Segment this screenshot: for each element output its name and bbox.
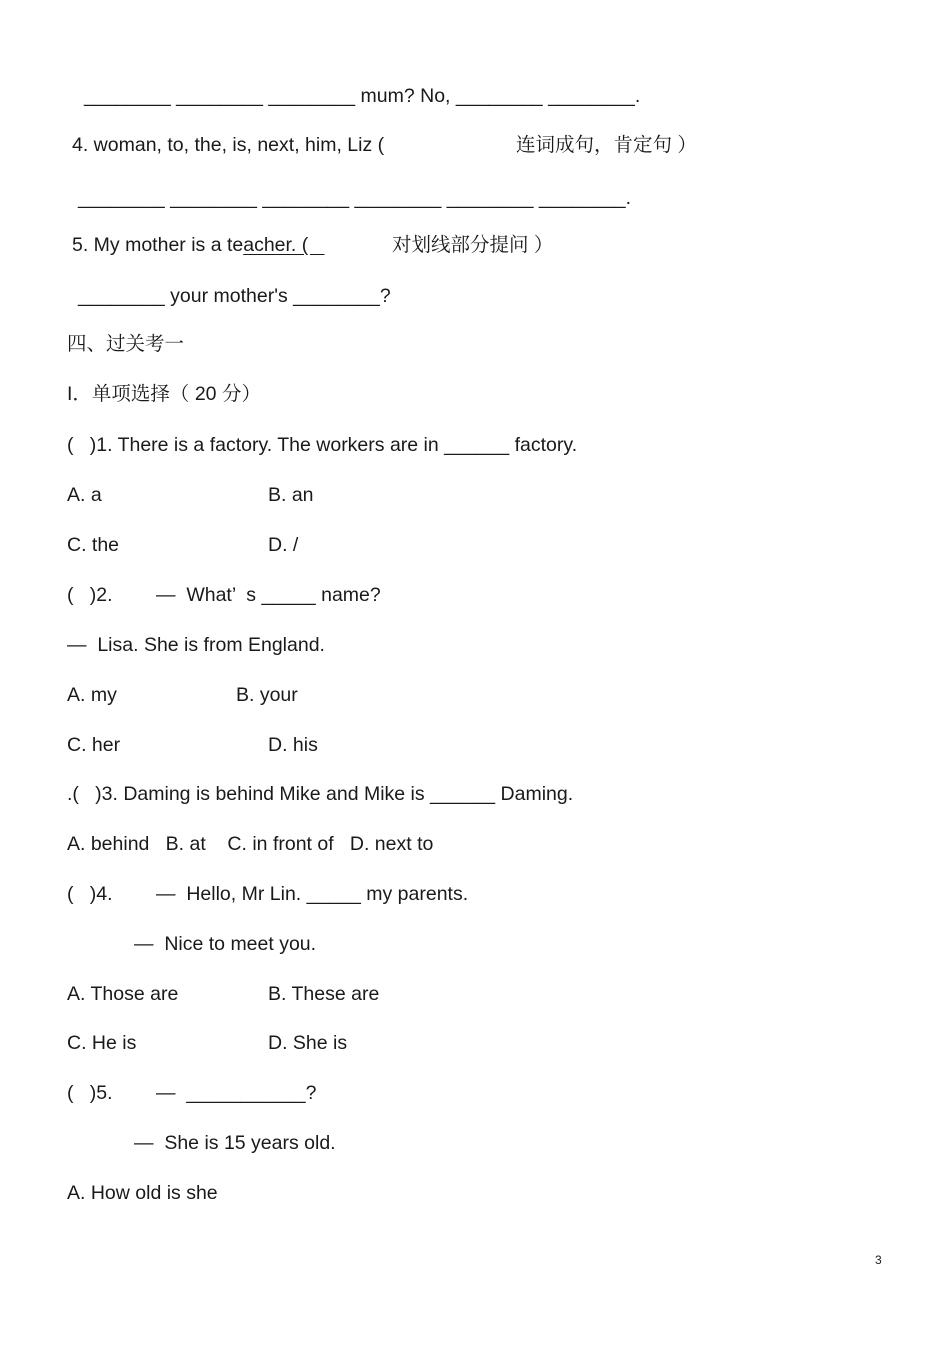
- q2-option-a: A. my: [67, 684, 117, 706]
- q5-answer-blanks: ________ your mother's ________?: [78, 285, 391, 307]
- q3-answer-blanks: ________ ________ ________ mum? No, ________ ________.: [84, 85, 641, 107]
- q4-option-a: A. Those are: [67, 983, 179, 1005]
- q4-option-d: D. She is: [268, 1032, 348, 1054]
- q2-response: — Lisa. She is from England.: [67, 634, 325, 656]
- question-5: — ___________?: [156, 1082, 317, 1104]
- question-2: — What’ s _____ name?: [156, 584, 381, 606]
- q2-option-d: D. his: [268, 734, 318, 756]
- question-1: ( )1. There is a factory. The workers are in ______ factory.: [67, 434, 578, 456]
- q2-option-c: C. her: [67, 734, 121, 756]
- q1-option-d: D. /: [268, 534, 299, 556]
- q4-instruction: 连词成句，肯定句 ）: [516, 134, 697, 156]
- question-5-number: ( )5.: [67, 1082, 113, 1104]
- question-4: — Hello, Mr Lin. _____ my parents.: [156, 883, 469, 905]
- q5-underlined-part: acher. (: [243, 234, 325, 256]
- q4-answer-blanks: ________ ________ ________ ________ ________ ________.: [78, 187, 632, 209]
- page-number: 3: [875, 1253, 882, 1267]
- q1-option-c: C. the: [67, 534, 120, 556]
- q1-option-a: A. a: [67, 484, 102, 506]
- q5-option-a: A. How old is she: [67, 1182, 218, 1204]
- q1-option-b: B. an: [268, 484, 314, 506]
- question-2-number: ( )2.: [67, 584, 113, 606]
- q3-options: A. behind B. at C. in front of D. next to: [67, 833, 434, 855]
- q5-instruction: 对划线部分提问 ）: [392, 234, 554, 256]
- q4-words: 4. woman, to, the, is, next, him, Liz (: [72, 134, 385, 156]
- q5-sentence: [72, 233, 325, 257]
- part-heading: I．单项选择（ 20 分）: [67, 383, 261, 405]
- q4-response: — Nice to meet you.: [134, 933, 317, 955]
- question-4-number: ( )4.: [67, 883, 113, 905]
- q2-option-b: B. your: [236, 684, 298, 706]
- section-heading: 四、过关考一: [67, 333, 185, 355]
- question-3: .( )3. Daming is behind Mike and Mike is ______ Daming.: [67, 783, 574, 805]
- q4-option-b: B. These are: [268, 983, 380, 1005]
- q5-response: — She is 15 years old.: [134, 1132, 336, 1154]
- q4-option-c: C. He is: [67, 1032, 137, 1054]
- q5-sentence-start: 5. My mother is a te: [72, 234, 244, 256]
